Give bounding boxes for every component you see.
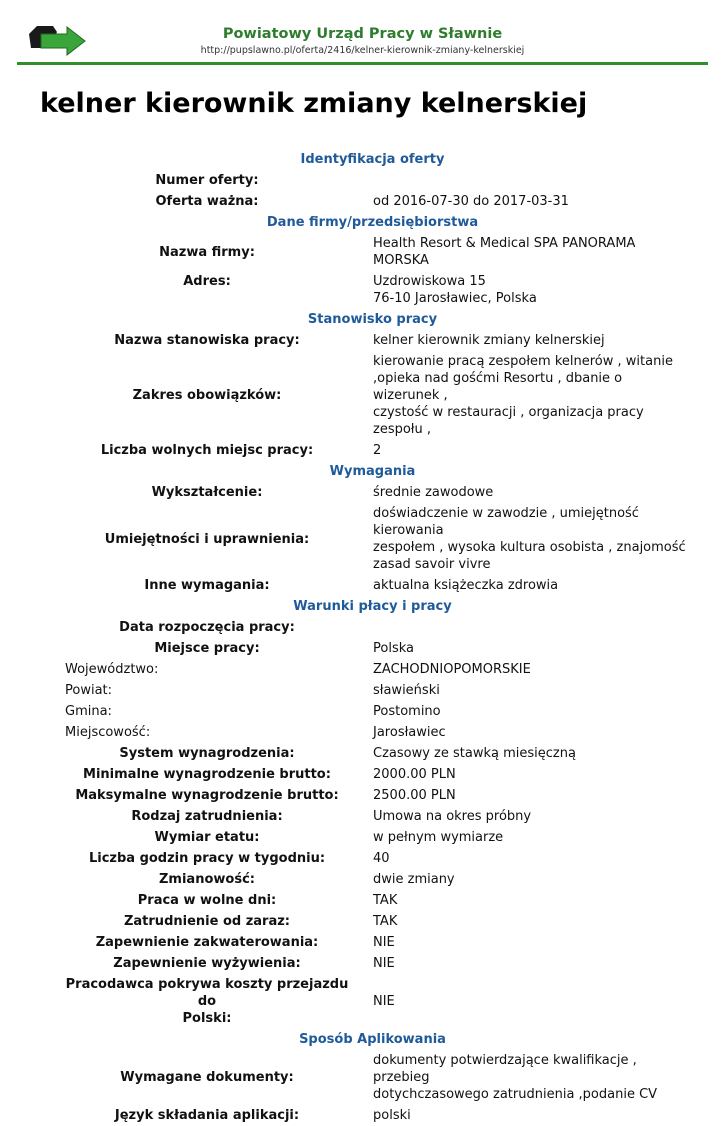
table-row [55,575,690,596]
table-row [55,974,690,1029]
site-url[interactable]: http://pupslawno.pl/oferta/2416/kelner-kierownik-zmiany-kelnerskiej [200,45,525,56]
field-value: kelner kierownik zmiany kelnerskiej [373,333,605,348]
field-value [365,170,690,191]
table-row [55,701,690,722]
table-row [55,617,690,638]
page-header [17,14,708,65]
field-value [365,503,690,575]
field-label: Gmina: [65,704,112,719]
table-row [55,503,690,575]
field-value [365,271,690,309]
field-value: 2 [373,443,382,458]
table-row [55,806,690,827]
field-label: Zapewnienie zakwaterowania: [95,935,319,950]
table-row [55,330,690,351]
field-label: Wykształcenie: [151,485,263,500]
table-row [55,440,690,461]
table-row [55,890,690,911]
field-label: Powiat: [65,683,113,698]
field-label: System wynagrodzenia: [119,746,295,761]
field-value: dwie zmiany [373,872,455,887]
field-value: TAK [373,893,398,908]
table-row [55,170,690,191]
address-line: 76-10 Jarosławiec, Polska [373,291,537,306]
text-line: kierowanie pracą zespołem kelnerów , witanie [373,354,673,369]
text-line: zasad savoir vivre [373,557,491,572]
field-value: aktualna książeczka zdrowia [373,578,559,593]
field-label: Województwo: [65,662,159,677]
section-heading: Sposób Aplikowania [299,1032,446,1047]
field-label: Data rozpoczęcia pracy: [119,620,295,635]
field-value: Health Resort & Medical SPA PANORAMA MORSKA [373,236,636,268]
field-label: Wymagane dokumenty: [120,1070,294,1085]
section-heading: Wymagania [329,464,416,479]
text-line: dokumenty potwierdzające kwalifikacje , przebieg [373,1053,637,1085]
table-row [55,932,690,953]
field-value: 40 [373,851,390,866]
field-label: Adres: [183,274,231,289]
table-row [55,764,690,785]
field-value: sławieński [373,683,440,698]
site-title: Powiatowy Urząd Pracy w Sławnie [222,26,503,42]
table-row [55,743,690,764]
section-row [55,596,690,617]
field-value: 2500.00 PLN [373,788,456,803]
section-row [55,212,690,233]
table-row [55,351,690,440]
field-label [55,974,365,1029]
table-row [55,638,690,659]
field-value: średnie zawodowe [373,485,494,500]
field-label: Nazwa firmy: [159,244,255,260]
field-value: ZACHODNIOPOMORSKIE [373,662,531,677]
page-title: kelner kierownik zmiany kelnerskiej [40,88,588,119]
field-label: Praca w wolne dni: [137,893,277,908]
section-row [55,461,690,482]
field-label: Zmianowość: [159,872,255,887]
offer-table [55,149,690,1126]
field-label: Liczba wolnych miejsc pracy: [100,443,314,458]
table-row [55,785,690,806]
field-value: Czasowy ze stawką miesięczną [373,746,576,761]
field-label: Zapewnienie wyżywienia: [113,956,301,971]
field-label: Rodzaj zatrudnienia: [131,809,283,824]
address-line: Uzdrowiskowa 15 [373,274,486,289]
field-label: Miejsce pracy: [154,641,260,656]
field-label: Oferta ważna: [155,194,259,209]
field-value: Polska [373,641,414,656]
field-value: TAK [373,914,398,929]
field-label: Numer oferty: [155,173,259,188]
table-row [55,680,690,701]
table-row [55,953,690,974]
field-value [365,617,690,638]
section-heading: Identyfikacja oferty [300,152,445,167]
field-label: Zakres obowiązków: [132,388,282,403]
field-value: Jarosławiec [373,725,446,740]
field-label: Język składania aplikacji: [114,1108,300,1123]
text-line: czystość w restauracji , organizacja pracy zespołu , [373,405,644,437]
field-label: Inne wymagania: [144,578,270,593]
table-row [55,233,690,271]
table-row [55,191,690,212]
table-row [55,271,690,309]
label-line: Pracodawca pokrywa koszty przejazdu do [65,977,349,1009]
table-row [55,1105,690,1126]
field-value: Umowa na okres próbny [373,809,532,824]
field-value: NIE [373,935,395,950]
table-row [55,659,690,680]
field-label: Umiejętności i uprawnienia: [104,531,310,547]
text-line: doświadczenie w zawodzie , umiejętność kierowania [373,506,639,538]
field-value: od 2016-07-30 do 2017-03-31 [373,194,569,209]
field-label: Wymiar etatu: [154,830,260,845]
text-line: ,opieka nad gośćmi Resortu , dbanie o wizerunek , [373,371,623,403]
field-label: Zatrudnienie od zaraz: [123,914,291,929]
table-row [55,722,690,743]
field-value: NIE [373,994,395,1009]
section-row [55,309,690,330]
section-heading: Warunki płacy i pracy [293,599,452,614]
table-row [55,848,690,869]
field-label: Nazwa stanowiska pracy: [114,333,300,348]
field-label: Liczba godzin pracy w tygodniu: [88,851,326,866]
table-row [55,827,690,848]
section-heading: Dane firmy/przedsiębiorstwa [266,215,479,230]
section-row [55,1029,690,1050]
section-row [55,149,690,170]
table-row [55,1050,690,1105]
field-value: 2000.00 PLN [373,767,456,782]
label-line: Polski: [182,1011,232,1026]
field-value: w pełnym wymiarze [373,830,504,845]
field-value: polski [373,1108,411,1123]
table-row [55,869,690,890]
field-value: NIE [373,956,395,971]
field-value [365,351,690,440]
field-value [365,1050,690,1105]
field-label: Miejscowość: [65,725,151,740]
text-line: dotychczasowego zatrudnienia ,podanie CV [373,1087,658,1102]
field-label: Maksymalne wynagrodzenie brutto: [75,788,339,803]
section-heading: Stanowisko pracy [307,312,438,327]
field-label: Minimalne wynagrodzenie brutto: [83,767,331,782]
table-row [55,482,690,503]
text-line: zespołem , wysoka kultura osobista , znajomość [373,540,686,555]
field-value: Postomino [373,704,441,719]
table-row [55,911,690,932]
